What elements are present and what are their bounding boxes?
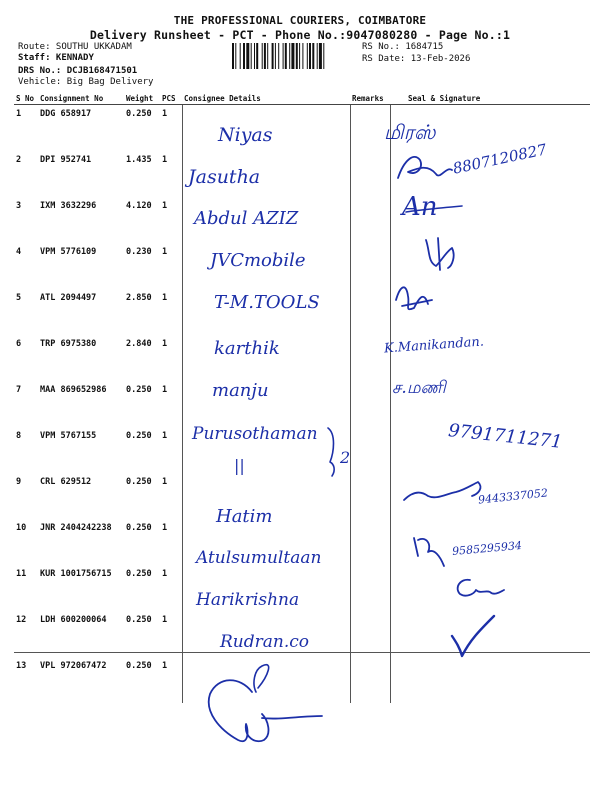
cell-consignment: CRL 629512 [40, 477, 92, 487]
col-remarks: Remarks [350, 92, 390, 105]
hw-ditto-mark: || [234, 456, 245, 475]
hw-row13-extra: Rudran.co [220, 632, 310, 652]
cell-weight: 0.250 [126, 109, 152, 119]
cell-seal [390, 243, 590, 289]
cell-sno: 4 [16, 247, 22, 257]
cell-consignment: DDG 658917 [40, 109, 92, 119]
cell-consignment: KUR 1001756715 [40, 569, 112, 579]
runsheet-title: Delivery Runsheet - PCT - Phone No.:9047080280 - Page No.:1 [89, 28, 511, 42]
cell-remarks [350, 289, 390, 335]
table-row [14, 105, 590, 152]
cell-sno: 12 [16, 615, 27, 625]
cell-weight: 0.250 [126, 385, 152, 395]
cell-consignment: DPI 952741 [40, 155, 92, 165]
cell-pcs: 1 [162, 431, 168, 441]
col-seal: Seal & Signature [390, 92, 590, 105]
hw-consignee-12: Atulsumultaan [196, 548, 322, 568]
cell-weight: 2.840 [126, 339, 152, 349]
hw-seal-3: An [402, 192, 438, 222]
rs-number: RS No.: 1684715 [362, 42, 444, 52]
cell-weight: 4.120 [126, 201, 152, 211]
hw-seal-6: K.Manikandan. [383, 334, 485, 357]
cell-remarks [350, 473, 390, 519]
cell-sno: 7 [16, 385, 22, 395]
table-row [14, 197, 590, 243]
cell-sno: 11 [16, 569, 27, 579]
cell-sno: 5 [16, 293, 22, 303]
cell-weight: 0.230 [126, 247, 152, 257]
vehicle-label: Vehicle: Big Bag Delivery [18, 77, 154, 87]
cell-remarks [350, 565, 390, 611]
col-sno: S No [14, 92, 38, 105]
cell-pcs: 1 [162, 109, 168, 119]
cell-pcs: 1 [162, 615, 168, 625]
rs-date: RS Date: 13-Feb-2026 [362, 54, 471, 64]
hw-consignee-3: Abdul AZIZ [194, 208, 299, 229]
cell-sno: 10 [16, 523, 27, 533]
cell-sno: 6 [16, 339, 22, 349]
cell-sno: 9 [16, 477, 22, 487]
cell-sno: 3 [16, 201, 22, 211]
cell-remarks [350, 381, 390, 427]
cell-consignment: JNR 2404242238 [40, 523, 112, 533]
cell-pcs: 1 [162, 523, 168, 533]
hw-seal-11: 9585295934 [451, 538, 523, 559]
cell-consignment: VPM 5776109 [40, 247, 97, 257]
col-consignment: Consignment No [38, 92, 124, 105]
hw-consignee-1: Niyas [218, 124, 273, 146]
cell-weight: 1.435 [126, 155, 152, 165]
hw-consignee-13: Harikrishna [196, 590, 300, 610]
hw-bracket-count: 2 [340, 448, 351, 467]
cell-remarks [350, 611, 390, 657]
cell-seal [390, 611, 590, 657]
col-weight: Weight [124, 92, 160, 105]
cell-pcs: 1 [162, 569, 168, 579]
cell-pcs: 1 [162, 201, 168, 211]
cell-consignment: ATL 2094497 [40, 293, 97, 303]
cell-remarks [350, 151, 390, 197]
col-consignee: Consignee Details [182, 92, 350, 105]
cell-pcs: 1 [162, 155, 168, 165]
hw-consignee-4: JVCmobile [210, 250, 306, 271]
cell-sno: 2 [16, 155, 22, 165]
barcode-icon [232, 43, 356, 69]
cell-pcs: 1 [162, 385, 168, 395]
hw-seal-9: 9791711271 [447, 420, 564, 453]
table-row [14, 657, 590, 703]
cell-weight: 0.250 [126, 615, 152, 625]
hw-consignee-7: manju [212, 380, 269, 401]
hw-consignee-11: Hatim [216, 506, 273, 527]
col-pcs: PCS [160, 92, 182, 105]
route-label: Route: SOUTHU UKKADAM [18, 42, 132, 52]
table-header-row [14, 92, 590, 105]
hw-consignee-2: Jasutha [188, 166, 261, 188]
cell-sno: 8 [16, 431, 22, 441]
hw-seal-2: 8807120827 [451, 140, 549, 178]
cell-remarks [350, 243, 390, 289]
cell-seal [390, 289, 590, 335]
staff-label: Staff: KENNADY [18, 53, 94, 63]
hw-seal-7: ச.மணி [392, 378, 446, 398]
cell-consignment: MAA 869652986 [40, 385, 107, 395]
hw-seal-10: 9443337052 [477, 486, 549, 507]
cell-remarks [350, 197, 390, 243]
cell-remarks [350, 657, 390, 703]
cell-pcs: 1 [162, 477, 168, 487]
cell-sno: 13 [16, 661, 27, 671]
hw-consignee-9: Purusothaman [192, 424, 318, 444]
cell-consignment: TRP 6975380 [40, 339, 97, 349]
hw-seal-1: மிரஸ் [384, 120, 436, 144]
hw-consignee-5: T-M.TOOLS [214, 292, 320, 313]
table-bottom-rule [14, 652, 590, 653]
cell-pcs: 1 [162, 339, 168, 349]
cell-consignment: VPM 5767155 [40, 431, 97, 441]
cell-weight: 0.250 [126, 661, 152, 671]
company-title: THE PROFESSIONAL COURIERS, COIMBATORE [173, 14, 427, 27]
cell-remarks [350, 427, 390, 473]
cell-weight: 0.250 [126, 431, 152, 441]
cell-seal [390, 657, 590, 703]
runsheet-table [14, 92, 590, 703]
cell-consignment: VPL 972067472 [40, 661, 107, 671]
table-row [14, 335, 590, 381]
cell-weight: 2.850 [126, 293, 152, 303]
hw-consignee-6: karthik [214, 338, 280, 359]
cell-sno: 1 [16, 109, 22, 119]
cell-pcs: 1 [162, 247, 168, 257]
drs-label: DRS No.: DCJB168471501 [18, 66, 138, 76]
cell-remarks [350, 519, 390, 565]
table-row [14, 565, 590, 611]
table-row [14, 381, 590, 427]
cell-seal [390, 565, 590, 611]
cell-weight: 0.250 [126, 569, 152, 579]
cell-weight: 0.250 [126, 523, 152, 533]
cell-consignee [182, 657, 350, 703]
cell-pcs: 1 [162, 293, 168, 303]
cell-consignment: IXM 3632296 [40, 201, 97, 211]
cell-consignment: LDH 600200064 [40, 615, 107, 625]
cell-weight: 0.250 [126, 477, 152, 487]
cell-pcs: 1 [162, 661, 168, 671]
